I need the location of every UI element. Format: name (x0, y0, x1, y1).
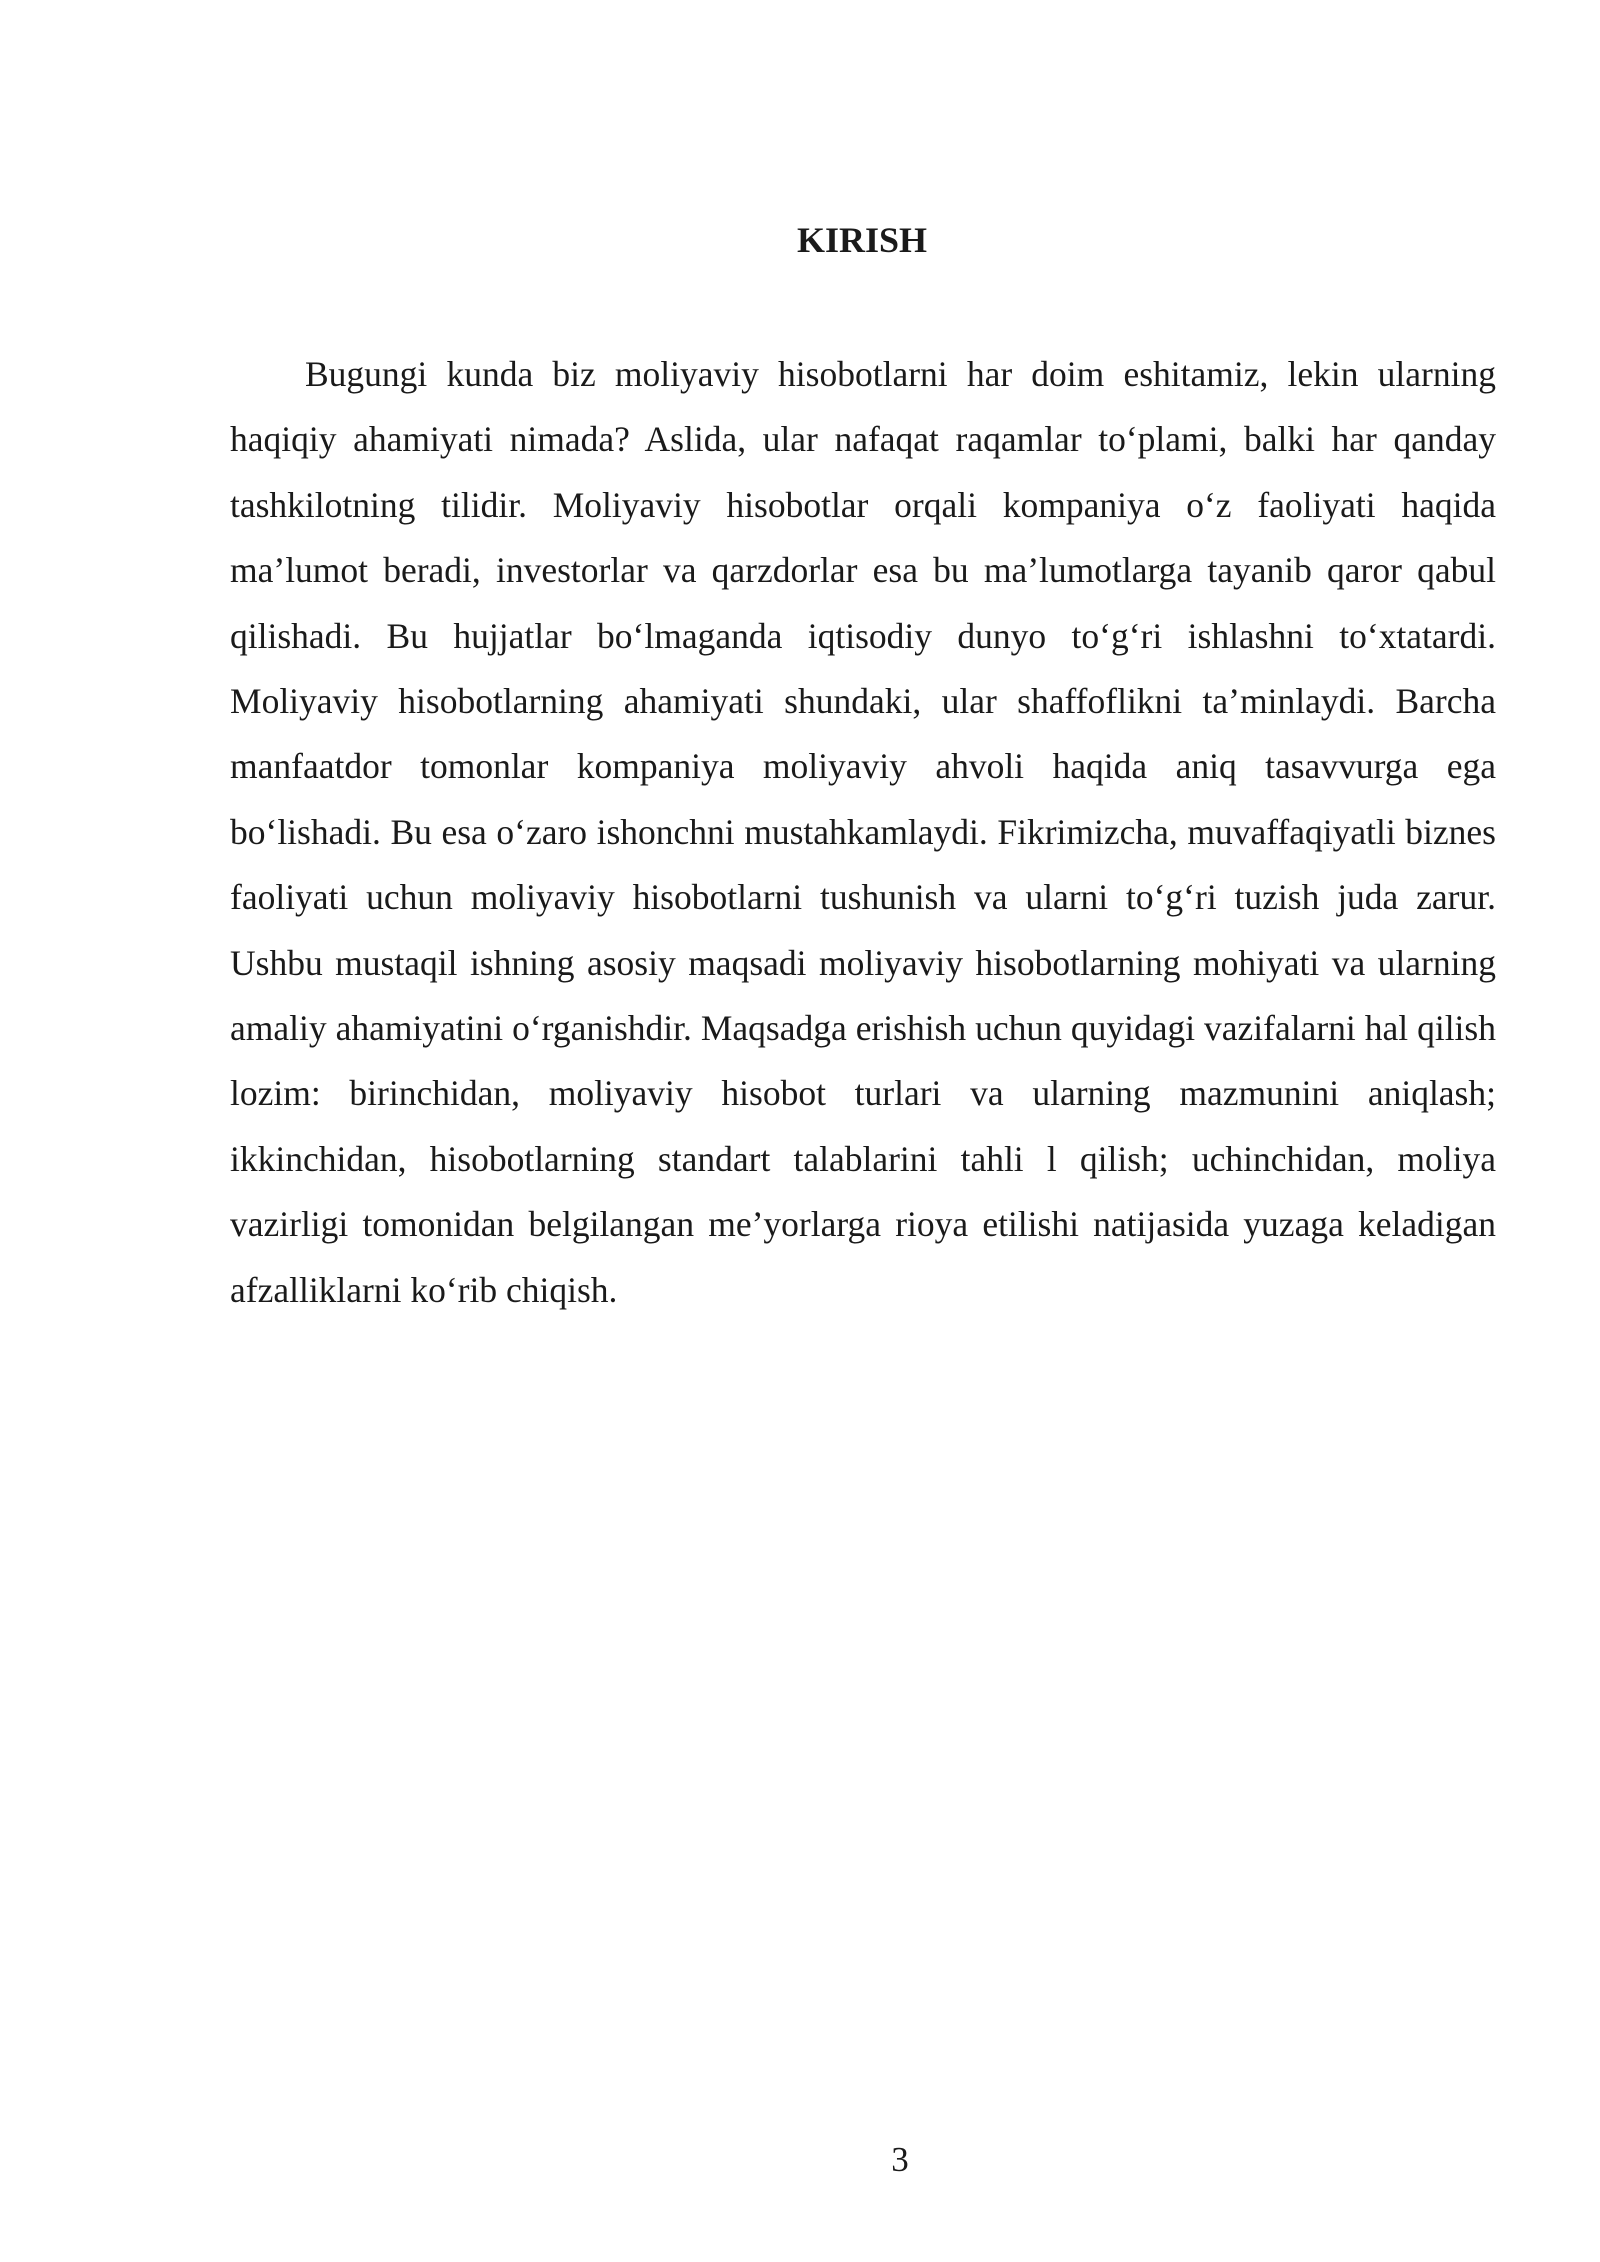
body-paragraph: Bugungi kunda biz moliyaviy hisobotlarni har doim eshitamiz, lekin ularning haqiqiy ahamiyati nimada? Aslida, ular nafaqat raqamlar to‘plami, balki har qanday tashkilotning tilidir. Moliyaviy hisobotlar orqali kompaniya o‘z faoliyati haqida ma’lumot beradi, investorlar va qarzdorlar esa bu ma’lumotlarga tayanib qaror qabul qilishadi. Bu hujjatlar bo‘lmaganda iqtisodiy dunyo to‘g‘ri ishlashni to‘xtatardi. Moliyaviy hisobotlarning ahamiyati shundaki, ular shaffoflikni ta’minlaydi. Barcha manfaatdor tomonlar kompaniya moliyaviy ahvoli haqida aniq tasavvurga ega bo‘lishadi. Bu esa o‘zaro ishonchni mustahkamlaydi. Fikrimizcha, muvaffaqiyatli biznes faoliyati uchun moliyaviy hisobotlarni tushunish va ularni to‘g‘ri tuzish juda zarur. Ushbu mustaqil ishning asosiy maqsadi moliyaviy hisobotlarning mohiyati va ularning amaliy ahamiyatini o‘rganishdir. Maqsadga erishish uchun quyidagi vazifalarni hal qilish lozim: birinchidan, moliyaviy hisobot turlari va ularning mazmunini aniqlash; ikkinchidan, hisobotlarning standart talablarini tahli l qilish; uchinchidan, moliya vazirligi tomonidan belgilangan me’yorlarga rioya etilishi natijasida yuzaga keladigan afzalliklarni ko‘rib chiqish. (230, 354, 1496, 1310)
section-title: KIRISH (796, 220, 928, 260)
page-number: 3 (891, 2140, 909, 2179)
